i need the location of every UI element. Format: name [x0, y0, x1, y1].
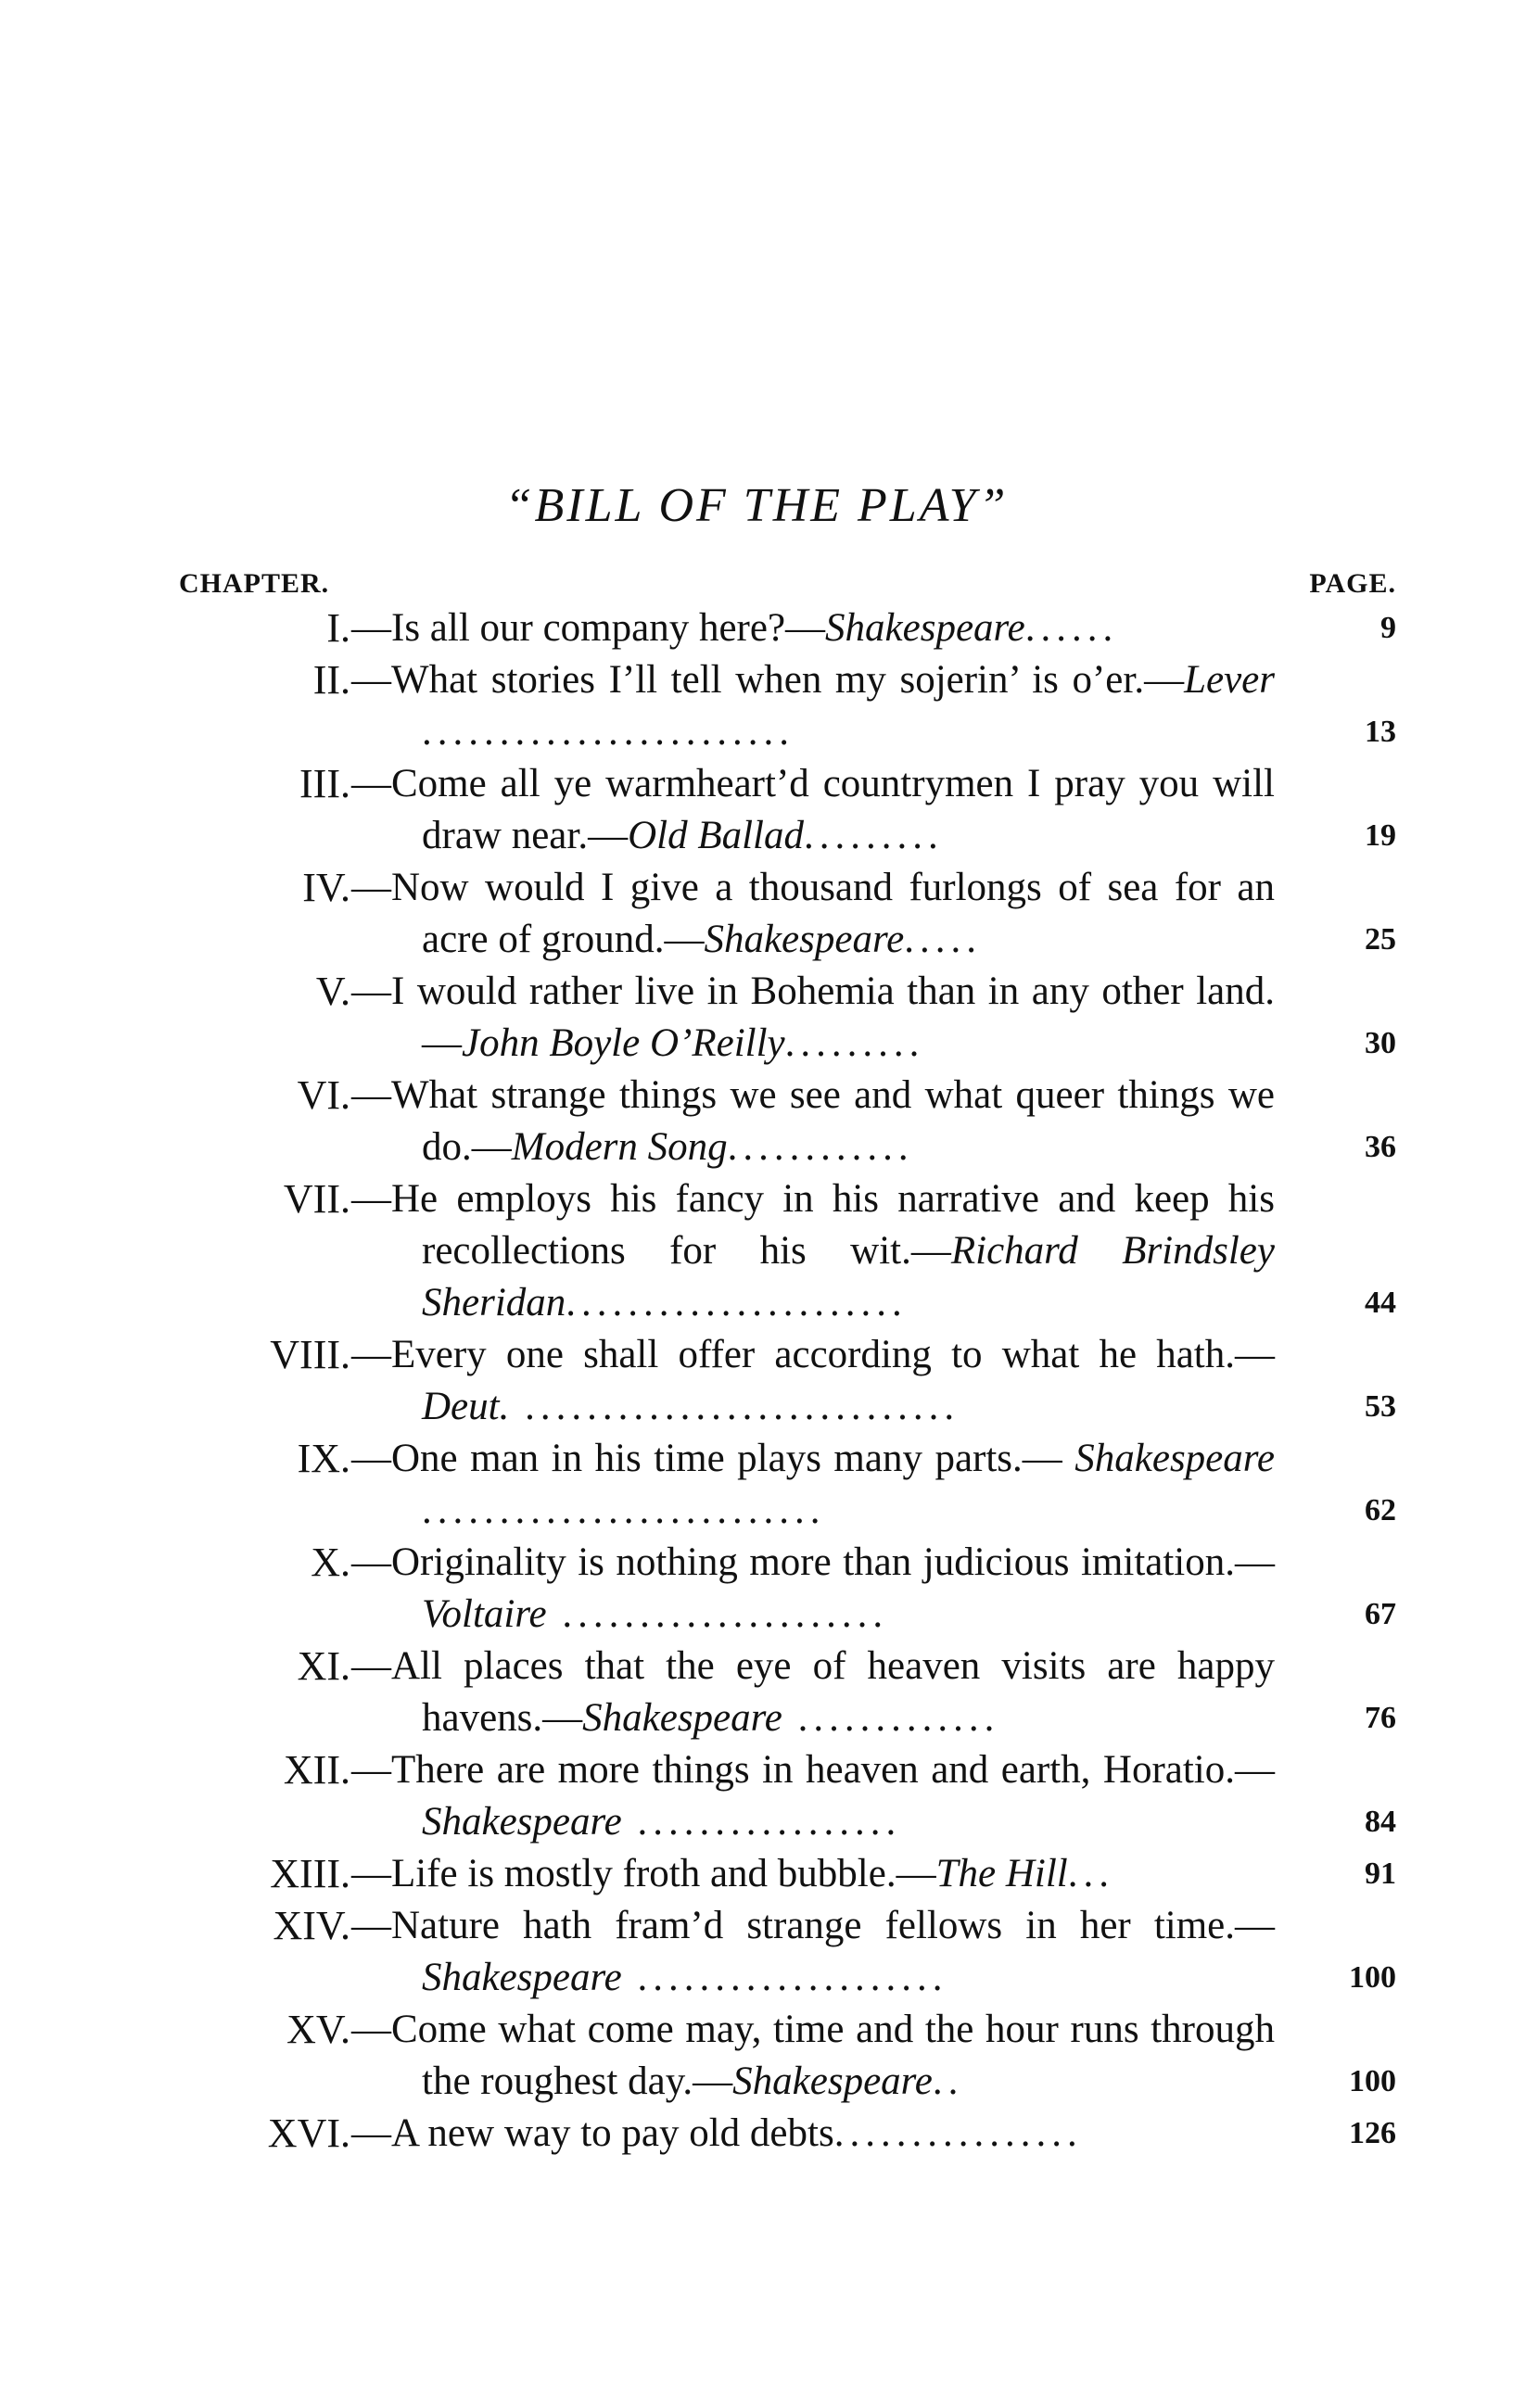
chapter-number: XVI.	[267, 2110, 350, 2156]
page-number: 44	[1365, 1286, 1396, 1320]
chapter-number: XII.	[283, 1747, 350, 1793]
page-number: 9	[1380, 611, 1396, 645]
toc-entry	[0, 1537, 1513, 1641]
chapter-title: —Originality is nothing more than judicious imitation.—Voltaire .....................	[351, 1540, 1275, 1636]
chapter-number: VII.	[283, 1176, 350, 1222]
chapter-attribution: Modern Song	[511, 1125, 728, 1169]
chapter-column-header: CHAPTER.	[179, 568, 330, 599]
chapter-title: —What strange things we see and what queer things we do.—Modern Song............	[351, 1073, 1275, 1169]
chapter-number: XI.	[297, 1643, 350, 1689]
chapter-title: —Every one shall offer according to what he hath.—Deut. ............................	[351, 1333, 1275, 1428]
chapter-attribution: Shakespeare	[825, 606, 1025, 650]
chapter-title: —One man in his time plays many parts.— Shakespeare ..........................	[351, 1437, 1275, 1532]
chapter-attribution: Shakespeare	[1074, 1437, 1275, 1480]
page-number: 100	[1349, 1960, 1396, 1995]
toc-entry	[0, 1900, 1513, 2004]
page-number: 67	[1365, 1597, 1396, 1631]
page-column-header: PAGE.	[1309, 568, 1396, 599]
chapter-title: —There are more things in heaven and earth, Horatio.—Shakespeare .................	[351, 1748, 1275, 1844]
toc-entry	[0, 966, 1513, 1070]
page-number: 84	[1365, 1805, 1396, 1839]
chapter-attribution: Shakespeare	[732, 2059, 933, 2103]
chapter-title: —Life is mostly froth and bubble.—The Hill...	[351, 1852, 1114, 1895]
chapter-title: —He employs his fancy in his narrative and keep his recollections for his wit.—Richard Brindsley Sheridan......................	[351, 1177, 1275, 1324]
chapter-attribution: Richard Brindsley Sheridan	[422, 1229, 1275, 1324]
chapter-title: —All places that the eye of heaven visits are happy havens.—Shakespeare .............	[351, 1644, 1275, 1740]
chapter-attribution: Old Ballad	[628, 814, 804, 857]
chapter-number: IX.	[297, 1436, 350, 1481]
page-title: “BILL OF THE PLAY”	[504, 479, 1009, 532]
toc-entry	[0, 1641, 1513, 1744]
toc-entry	[0, 1173, 1513, 1329]
chapter-number: XIV.	[273, 1903, 350, 1948]
page-number: 36	[1365, 1130, 1396, 1164]
chapter-attribution: Deut.	[422, 1385, 510, 1428]
chapter-number: II.	[312, 657, 350, 703]
chapter-number: I.	[326, 605, 350, 651]
chapter-attribution: Shakespeare	[422, 1956, 622, 1999]
chapter-attribution: Voltaire	[422, 1592, 547, 1636]
toc-entry	[0, 1329, 1513, 1433]
chapter-title: —Come all ye warmheart’d countrymen I pray you will draw near.—Old Ballad.........	[351, 762, 1275, 857]
chapter-number: V.	[315, 969, 350, 1014]
toc-entry	[0, 1433, 1513, 1537]
chapter-number: IV.	[302, 865, 350, 910]
page-number: 30	[1365, 1026, 1396, 1060]
toc-entry	[0, 2004, 1513, 2108]
chapter-title: —Is all our company here?—Shakespeare......	[351, 606, 1119, 650]
chapter-title: —Now would I give a thousand furlongs of sea for an acre of ground.—Shakespeare.....	[351, 866, 1275, 961]
chapter-title: —I would rather live in Bohemia than in any other land.—John Boyle O’Reilly.........	[351, 970, 1275, 1065]
toc-entry	[0, 1848, 1513, 1900]
chapter-title: —Nature hath fram’d strange fellows in her time.—Shakespeare ....................	[351, 1904, 1275, 1999]
page-number: 100	[1349, 2064, 1396, 2098]
toc-entry	[0, 1070, 1513, 1173]
chapter-attribution: The Hill	[935, 1852, 1068, 1895]
page-number: 62	[1365, 1493, 1396, 1527]
chapter-number: VIII.	[270, 1332, 350, 1377]
page-number: 126	[1349, 2116, 1396, 2150]
page-number: 91	[1365, 1857, 1396, 1891]
toc-entry	[0, 2108, 1513, 2160]
chapter-number: XIII.	[270, 1851, 350, 1896]
chapter-attribution: Shakespeare	[704, 918, 905, 961]
chapter-number: VI.	[297, 1072, 350, 1118]
toc-entry	[0, 862, 1513, 966]
toc-entry	[0, 758, 1513, 862]
toc-entry	[0, 602, 1513, 654]
chapter-number: X.	[311, 1540, 350, 1585]
toc-entry	[0, 654, 1513, 758]
chapter-title: —Come what come may, time and the hour runs through the roughest day.—Shakespeare..	[351, 2008, 1275, 2103]
chapter-attribution: Shakespeare	[582, 1696, 782, 1740]
chapter-number: XV.	[286, 2007, 350, 2052]
page-number: 13	[1365, 715, 1396, 749]
page-number: 25	[1365, 922, 1396, 957]
page-number: 19	[1365, 818, 1396, 853]
chapter-title: —A new way to pay old debts................	[351, 2111, 1083, 2155]
chapter-attribution: Shakespeare	[422, 1800, 622, 1844]
chapter-attribution: Lever	[1184, 658, 1275, 702]
page-number: 53	[1365, 1389, 1396, 1424]
chapter-number: III.	[299, 761, 350, 806]
page-number: 76	[1365, 1701, 1396, 1735]
chapter-attribution: John Boyle O’Reilly	[462, 1021, 785, 1065]
toc-entry	[0, 1744, 1513, 1848]
table-of-contents	[0, 602, 1513, 2160]
chapter-title: —What stories I’ll tell when my sojerin’ is o’er.—Lever ........................	[351, 658, 1275, 754]
